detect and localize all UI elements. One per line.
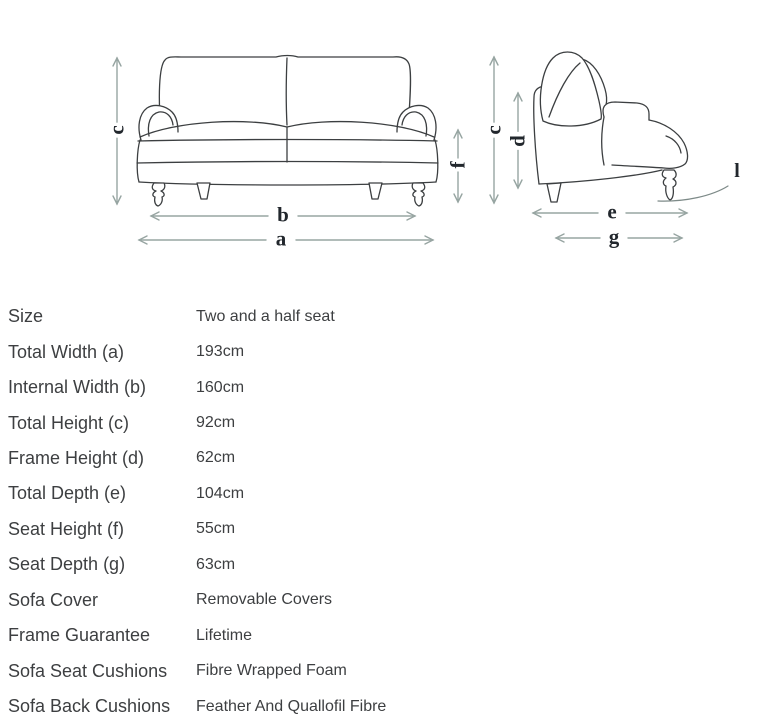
spec-row-seat-depth (0, 547, 776, 582)
spec-row-internal-width (0, 370, 776, 405)
spec-row-frame-height (0, 441, 776, 476)
dim-label-seat-depth: g (606, 227, 623, 248)
spec-row-seat-cushions (0, 653, 776, 688)
spec-label: Sofa Back Cushions (8, 696, 171, 717)
spec-label: Seat Depth (g) (8, 554, 126, 575)
dim-label-total-depth: e (604, 202, 619, 223)
dim-label-side-total-height: c (484, 122, 505, 137)
spec-value: 104cm (196, 484, 245, 502)
spec-value: 62cm (196, 449, 236, 467)
spec-value: Fibre Wrapped Foam (196, 662, 347, 680)
dim-label-total-width: a (273, 229, 290, 250)
spec-value: 63cm (196, 555, 236, 573)
dimension-diagram (0, 0, 776, 295)
spec-table (0, 299, 776, 720)
spec-value: Two and a half seat (196, 307, 335, 325)
spec-row-size (0, 299, 776, 334)
dim-label-frame-height: d (508, 132, 529, 150)
spec-label: Internal Width (b) (8, 377, 147, 398)
spec-row-sofa-cover (0, 583, 776, 618)
spec-row-total-depth (0, 476, 776, 511)
spec-row-seat-height (0, 512, 776, 547)
sofa-side-view-drawing (534, 52, 688, 202)
dim-label-front-seat-height: f (448, 159, 469, 172)
spec-value: 193cm (196, 343, 245, 361)
spec-row-frame-guarantee (0, 618, 776, 653)
spec-value: Feather And Quallofil Fibre (196, 697, 387, 715)
dim-label-internal-width: b (274, 205, 292, 226)
spec-label: Size (8, 306, 44, 327)
spec-row-total-width (0, 334, 776, 369)
spec-label: Sofa Cover (8, 589, 99, 610)
spec-label: Frame Guarantee (8, 625, 151, 646)
spec-value: 55cm (196, 520, 236, 538)
spec-value: 92cm (196, 414, 236, 432)
dim-label-front-total-height: c (107, 122, 128, 137)
sofa-front-view-drawing (137, 56, 438, 207)
spec-label: Total Height (c) (8, 412, 130, 433)
spec-row-back-cushions (0, 689, 776, 720)
sofa-sketch-svg (0, 0, 776, 295)
spec-value: Lifetime (196, 626, 253, 644)
spec-label: Total Depth (e) (8, 483, 127, 504)
spec-value: Removable Covers (196, 591, 333, 609)
spec-label: Total Width (a) (8, 341, 125, 362)
dim-label-leg: l (734, 160, 740, 182)
spec-label: Seat Height (f) (8, 518, 125, 539)
spec-label: Sofa Seat Cushions (8, 660, 168, 681)
spec-label: Frame Height (d) (8, 447, 145, 468)
spec-row-total-height (0, 405, 776, 440)
spec-value: 160cm (196, 378, 245, 396)
